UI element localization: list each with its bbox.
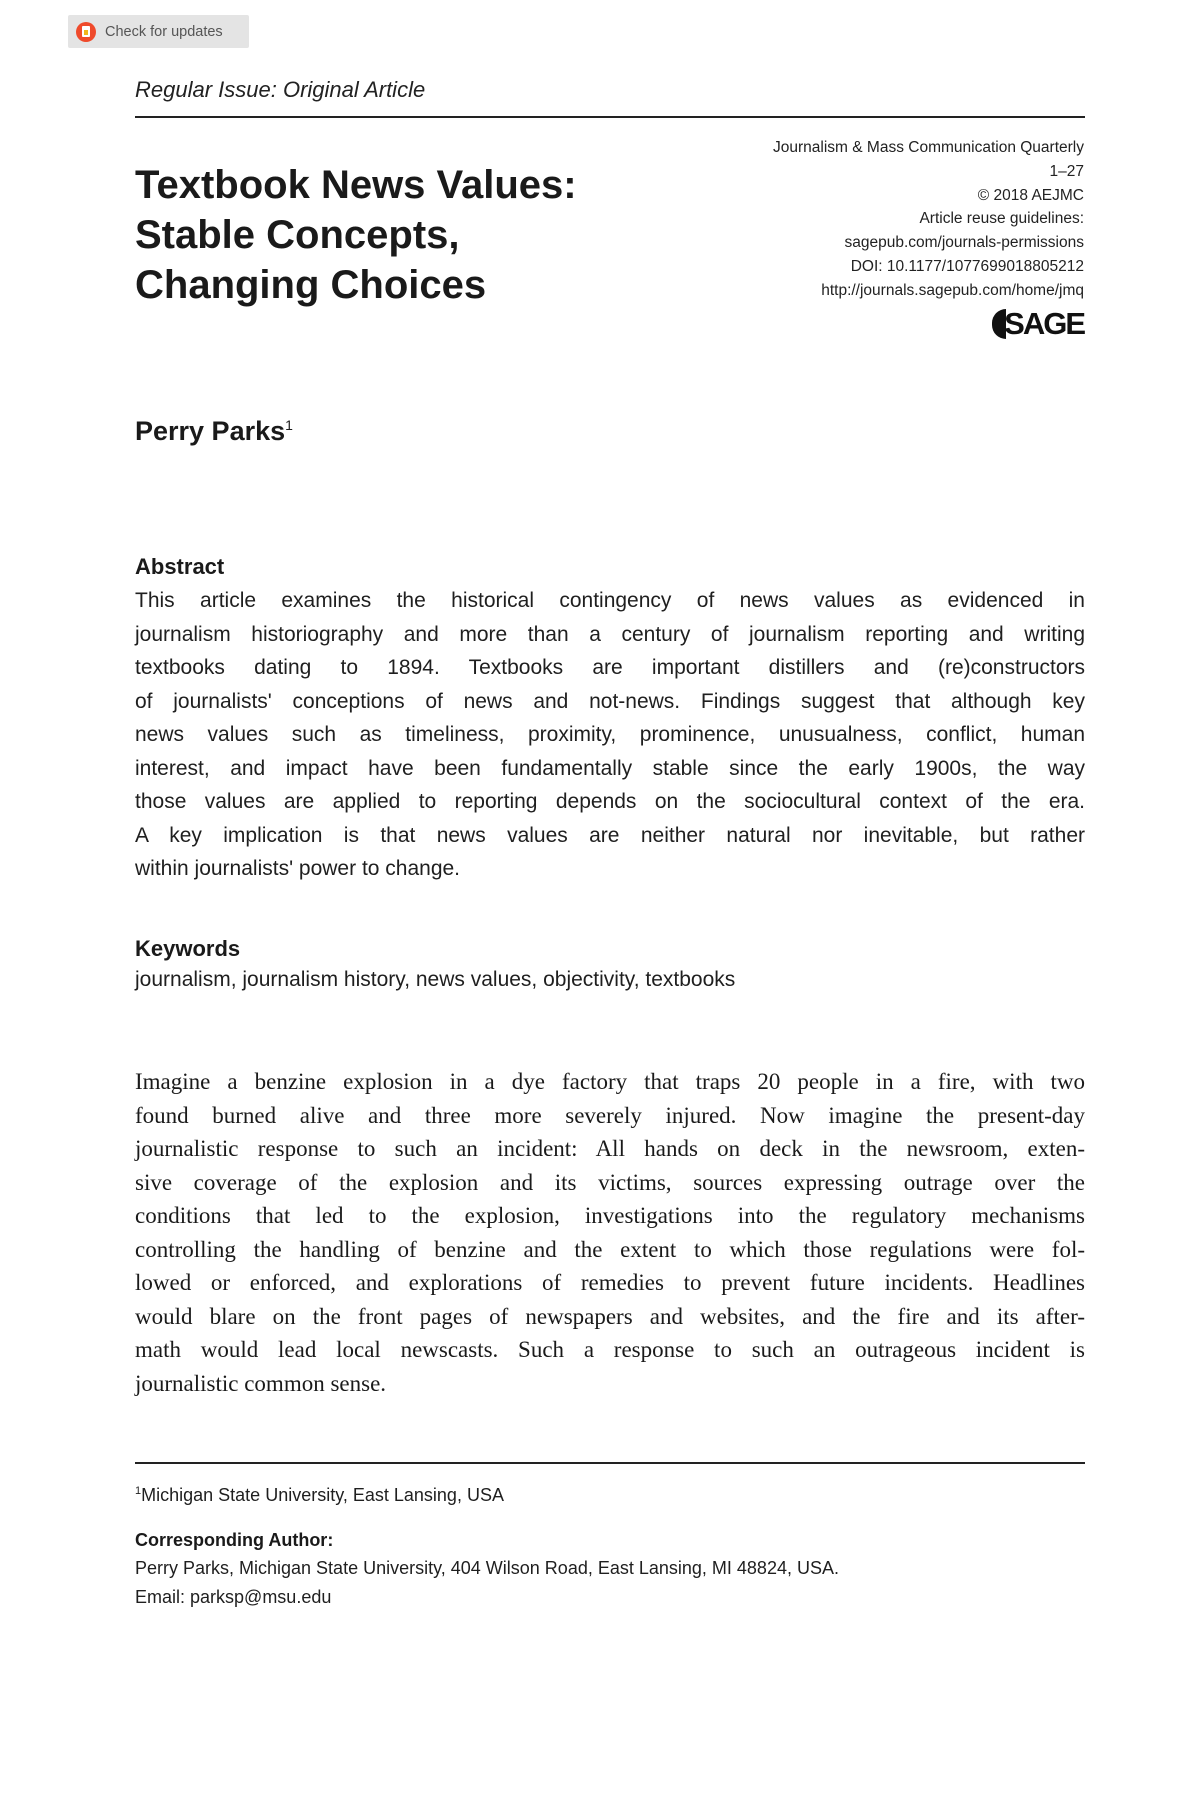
running-header: Regular Issue: Original Article: [135, 77, 426, 102]
corresponding-author-address: Perry Parks, Michigan State University, 404 Wilson Road, East Lansing, MI 48824, USA.: [135, 1558, 839, 1578]
body-line: controlling the handling of benzine and the extent to which those regulations were fol-: [135, 1236, 1085, 1262]
abstract-line: news values such as timeliness, proximity, prominence, unusualness, conflict, human: [135, 723, 1085, 746]
bookmark-update-icon: [76, 22, 96, 42]
title-line: Stable Concepts,: [135, 213, 460, 257]
page-range: 1–27: [1049, 162, 1084, 180]
permissions-link[interactable]: sagepub.com/journals-permissions: [844, 234, 1084, 252]
abstract-line: those values are applied to reporting depends on the sociocultural context of the era.: [135, 790, 1085, 813]
journal-home-link[interactable]: http://journals.sagepub.com/home/jmq: [821, 281, 1084, 299]
body-paragraph: [135, 1065, 1085, 1400]
body-line: Imagine a benzine explosion in a dye factory that traps 20 people in a fire, with two: [135, 1069, 1085, 1094]
abstract-body: [135, 584, 1085, 886]
title-line: Textbook News Values:: [135, 163, 577, 207]
journal-name: Journalism & Mass Communication Quarterly: [773, 139, 1084, 156]
sage-logo-text: SAGE: [1004, 306, 1084, 341]
abstract-line: within journalists' power to change.: [135, 857, 461, 880]
reuse-guidelines-label: Article reuse guidelines:: [919, 210, 1084, 228]
abstract-line: A key implication is that news values are neither natural nor inevitable, but rather: [135, 823, 1085, 847]
body-line: math would lead local newscasts. Such a response to such an outrageous incident is: [135, 1337, 1085, 1362]
abstract-line: interest, and impact have been fundamentally stable since the early 1900s, the way: [135, 756, 1085, 780]
keywords-list: journalism, journalism history, news values, objectivity, textbooks: [135, 968, 736, 991]
author-name-text: Perry Parks: [135, 416, 286, 446]
corresponding-author-email: [135, 1587, 331, 1608]
abstract-line: of journalists' conceptions of news and not-news. Findings suggest that although key: [135, 689, 1085, 713]
abstract-line: This article examines the historical contingency of news values as evidenced in: [135, 589, 1085, 612]
affiliation-footnote-mark: 1: [135, 1485, 142, 1497]
body-line: lowed or enforced, and explorations of remedies to prevent future incidents. Headlines: [135, 1270, 1085, 1295]
email-label: Email:: [135, 1587, 191, 1607]
body-line: found burned alive and three more severely injured. Now imagine the present-day: [135, 1102, 1085, 1128]
article-title: [135, 160, 675, 310]
body-line: would blare on the front pages of newspapers and websites, and the fire and its after-: [135, 1303, 1085, 1329]
keywords-heading: Keywords: [135, 936, 241, 961]
check-for-updates-label: Check for updates: [105, 23, 223, 40]
body-line: sive coverage of the explosion and its victims, sources expressing outrage over the: [135, 1169, 1085, 1195]
title-line: Changing Choices: [135, 263, 487, 307]
header-rule: [135, 116, 1085, 118]
sage-logo: [992, 306, 1084, 342]
copyright: © 2018 AEJMC: [977, 186, 1084, 204]
abstract-line: textbooks dating to 1894. Textbooks are important distillers and (re)constructors: [135, 656, 1085, 679]
author-affiliation-mark: 1: [285, 417, 293, 433]
journal-metadata: [664, 136, 1084, 303]
body-line: journalistic response to such an incident: All hands on deck in the newsroom, exten-: [135, 1136, 1085, 1161]
abstract-line: journalism historiography and more than a century of journalism reporting and writing: [135, 622, 1085, 646]
affiliation-text: Michigan State University, East Lansing, USA: [141, 1485, 504, 1505]
email-link[interactable]: parksp@msu.edu: [190, 1587, 332, 1607]
abstract-heading: Abstract: [135, 554, 225, 579]
author-name: [135, 416, 293, 447]
check-for-updates-button[interactable]: [68, 15, 249, 48]
body-line: journalistic common sense.: [135, 1370, 387, 1396]
footnote-rule: [135, 1462, 1085, 1464]
affiliation-footnote: [135, 1485, 504, 1506]
body-line: conditions that led to the explosion, investigations into the regulatory mechanisms: [135, 1203, 1085, 1228]
corresponding-author-heading: Corresponding Author:: [135, 1530, 334, 1550]
doi-link[interactable]: DOI: 10.1177/1077699018805212: [850, 257, 1084, 275]
